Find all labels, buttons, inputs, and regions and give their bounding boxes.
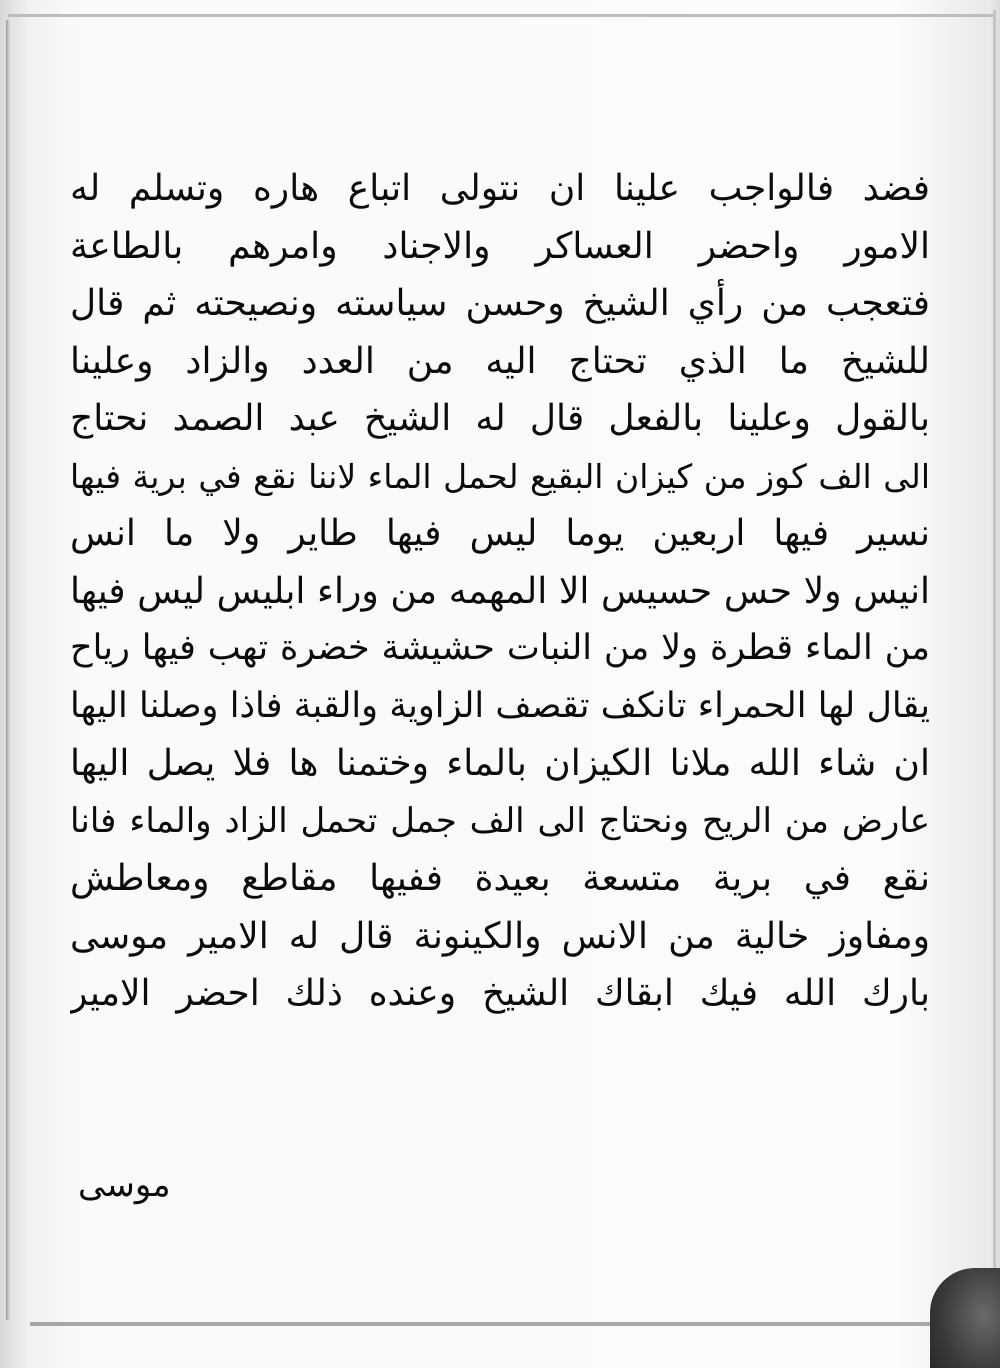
page-edge-left xyxy=(6,20,10,1320)
manuscript-line-15: بارك الله فيك ابقاك الشيخ وعنده ذلك احضر الامير xyxy=(70,973,930,1014)
manuscript-line-11: ان شاء الله ملانا الكيزان بالماء وختمنا ها فلا يصل اليها xyxy=(70,743,930,784)
manuscript-line-3: فتعجب من رأي الشيخ وحسن سياسته ونصيحته ثم قال xyxy=(70,283,930,324)
page-edge-top xyxy=(8,14,994,17)
manuscript-line-6: الى الف كوز من كيزان البقيع لحمل الماء لاننا نقع في برية فيها xyxy=(70,456,930,496)
manuscript-line-7: نسير فيها اربعين يوما ليس فيها طاير ولا ما انس xyxy=(70,513,930,554)
manuscript-text-block xyxy=(70,160,930,1023)
scanner-thumb xyxy=(930,1268,1000,1368)
manuscript-line-1: فضد فالواجب علينا ان نتولى اتباع هاره وتسلم له xyxy=(70,168,930,209)
manuscript-line-10: يقال لها الحمراء تانكف تقصف الزاوية والقبة فاذا وصلنا اليها xyxy=(70,685,930,726)
manuscript-line-2: الامور واحضر العساكر والاجناد وامرهم بالطاعة xyxy=(70,225,930,267)
page-edge-right xyxy=(993,10,996,1330)
catchword: موسى xyxy=(78,1165,171,1205)
manuscript-line-14: ومفاوز خالية من الانس والكينونة قال له الامير موسى xyxy=(70,915,930,957)
manuscript-line-12: عارض من الريح ونحتاج الى الف جمل تحمل الزاد والماء فانا xyxy=(70,800,930,841)
manuscript-line-4: للشيخ ما الذي تحتاج اليه من العدد والزاد وعلينا xyxy=(70,340,930,382)
manuscript-line-8: انيس ولا حس حسيس الا المهمه من وراء ابليس ليس فيها xyxy=(70,570,930,612)
manuscript-line-13: نقع في برية متسعة بعيدة ففيها مقاطع ومعاطش xyxy=(70,858,930,899)
manuscript-line-9: من الماء قطرة ولا من النبات حشيشة خضرة تهب فيها رياح xyxy=(70,628,930,668)
manuscript-line-5: بالقول وعلينا بالفعل قال له الشيخ عبد الصمد نحتاج xyxy=(70,398,930,439)
page-edge-bottom xyxy=(30,1322,960,1326)
